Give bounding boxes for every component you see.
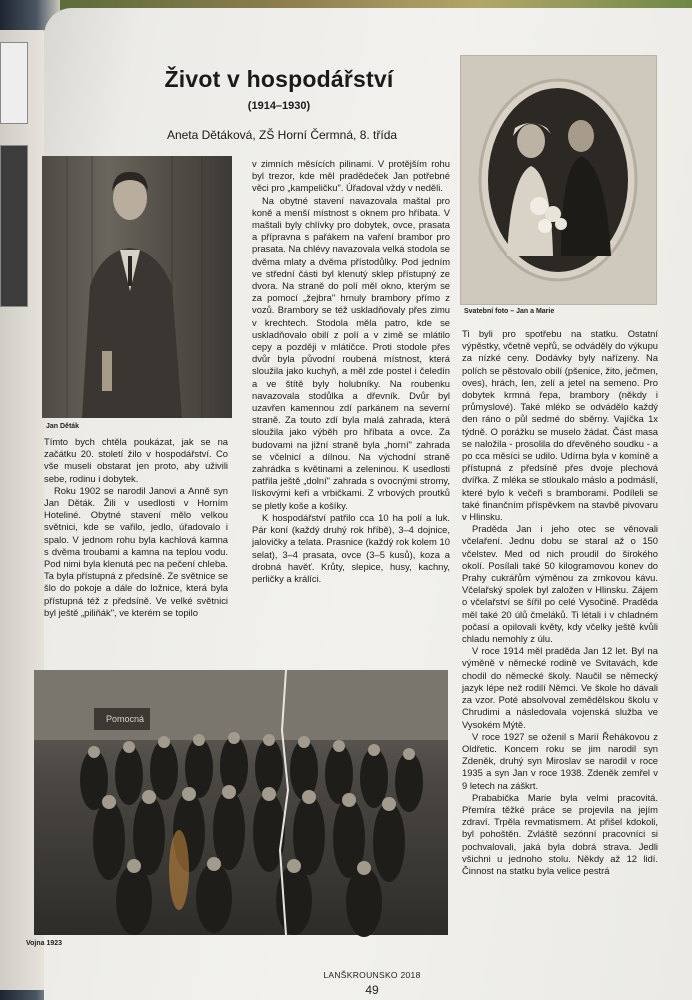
portrait-figure-graphic [42, 156, 232, 418]
page-number: 49 [365, 983, 379, 997]
left-page-image-1 [0, 42, 28, 124]
group-photo-sign: Pomocná [106, 714, 145, 724]
group-caption: Vojna 1923 [26, 940, 63, 947]
paragraph: Roku 1902 se narodil Janovi a Anně syn Jan Děták. Žili v usedlosti v Horním Hoteliné. Obytné stavení mělo velkou světnici, kde se vařilo, jedlo, úřadovalo i spalo. V jednom rohu byla kachlová kamna s dvěma troubami a kamna na teplou vodu. Pod nimi byla klenutá pec na pečení chleba. Ta byla přístupná z předsíně. Ze světnice se šlo do pokoje a dále do ložnice, která byla přístupná též z předsíně. Ve velké světnici byl ještě „piliňák", ve kterém se topilo [44, 484, 228, 618]
wedding-photo [460, 55, 657, 305]
group-photo [34, 670, 448, 935]
paragraph: V roce 1927 se oženil s Marií Řehákovou z Oldřetic. Koncem roku se jim narodil syn Zdeněk, druhý syn Miroslav se narodil v roce 1935 a syn Jan v roce 1938. Zdeněk zemřel v 9 letech na záškrt. [462, 730, 658, 791]
paragraph: V roce 1914 měl praděda Jan 12 let. Byl na výměně v německé rodině ve Svitavách, kde chodil do německé školy. Naučil se německý jazyk lépe než rodilí Němci. Ve škole ho dávali za vzor. Poté absolvoval zemědělskou školu v Chrudimi a následovala vojenská služba ve Vysokém Mýtě. [462, 645, 658, 730]
article-title: Život v hospodářství [164, 66, 394, 92]
paragraph: Na obytné stavení navazovala maštal pro koně a menší místnost s oknem pro hříbata. V maštali byly chlívky pro dobytek, ovce, prasata a přípravna s pařákem na vaření brambor pro prasata. Na chlévy navazovala velká stodola se dvěma mlaty a dvěma přístodůlky. Pod jedním ve střední části byl klenutý sklep přístupný ze dvora. Na straně do polí měl okno, kterým se za pomocí „žejbra" hrnuly brambory přímo z vozů. Brambory se též uskladňovaly přes zimu v krechtech. Stodola měla patro, kde se uskladňovalo obilí z polí a v zimě se mlátilo cepy a později v mlátičce. Proti stodole přes dvůr byla původní roubená místnost, která sloužila jako kuchyň, a měl zde postel i čeledín a ve štítě byly holubníky. Na roubenku navazovala stodůlka a dřevník. Dvůr byl uzavřen kamennou zdí parkánem na severní straně. Za touto zdí byla malá zahrada, která sloužila jako výběh pro hříbata a ovce. Za budovami na jižní straně byla „horní" zahrada se včelnicí a dílnou. Na východní straně zahrádka s květinami a zeleninou. K usedlosti patřila ještě „dolní" zahrada s ovocnými stromy, lískovými keři a vrbičkami. Z vrbových proutků se pletly koše a košíky. [252, 194, 450, 511]
paragraph: K hospodářství patřilo cca 10 ha polí a luk. Pár koní (každý druhý rok hříbě), 3–4 dojnice, jalovičky a telata. Prasnice (každý rok kolem 10 selat), 3–4 prasata, ovce (3–5 kusů), koza a drobná havěť. Krůty, slepice, husy, kachny, perličky a králíci. [252, 511, 450, 584]
left-page-image-2 [0, 145, 28, 307]
portrait-photo [42, 156, 232, 418]
paragraph: Ti byli pro spotřebu na statku. Ostatní výpěstky, včetně vepřů, se odváděly do výkupu za nízké ceny. Dodávky byly nařízeny. Na polích se pěstovalo obilí (pšenice, žito, ječmen, oves), hrách, len, zelí a jetel na semeno. Pro dobytek krmná řepa, brambory (někdy i průmyslové). Také mléko se odvádělo každý den ráno o půl sedmé do sběrny. Vajíčka 1x týdně. O porážku se muselo žádat. Část masa se naložila - prosolila do dřevěného soudku - a po cca měsíci se udilo. Udírna byla v komíně a přístupná z předsíně přes dvoje plechová dvířka. Z mléka se stloukalo máslo a podmáslí, které bylo k večeři s bramborami. Podíleli se také finančním příspěvkem na stavbě pivovaru v Hlinsku. [462, 328, 658, 523]
wedding-oval-graphic [461, 56, 656, 304]
wedding-caption: Svatební foto – Jan a Marie [464, 308, 555, 315]
paragraph: Prababička Marie byla velmi pracovitá. Přemíra těžké práce se projevila na jejím zdraví. Trpěla revmatismem. At přišel kdokoli, byl pohoštěn. Zvláště sezónní pracovníci si pochvalovali, jaká byla dobrá strava. Jedli všichni u jednoho stolu. Někdy až 12 lidí. Činnost na statku byla velice pestrá [462, 791, 658, 876]
article-years: (1914–1930) [247, 100, 311, 112]
publication-name: LANŠKROUNSKO 2018 [323, 970, 421, 980]
paragraph: Praděda Jan i jeho otec se věnovali včelaření. Jednu dobu se staral až o 150 včelstev. Med od nich proudil do širokého okolí. Posílali také 50 kilogramovou konev do Prahy cukrářům výměnou za zrnkovou kávu. Včelařský spolek byl založen v Hlinsku. Zájem o včelařství se šířil po celé Vysočině. Praděda měl také 20 úlů čmeláků. Ti létali i v chladném počasí a opilovali květy, kdy včelky ještě kvůli chladu nemohly z úlu. [462, 523, 658, 645]
text-column-2 [252, 158, 450, 585]
group-soldiers-graphic [34, 670, 448, 935]
magazine-page [26, 8, 692, 1000]
portrait-caption: Jan Děták [46, 423, 80, 430]
paragraph: Tímto bych chtěla poukázat, jak se na začátku 20. století žilo v hospodářství. Co vše museli obstarat jen proto, aby uživili sebe, rodinu i dobytek. [44, 436, 228, 484]
paragraph: v zimních měsících pilinami. V protějším rohu byl trezor, kde měl pradědeček Jan potřebné věci pro „kampeličku". Úřadoval vždy v neděli. [252, 158, 450, 194]
article-author: Aneta Dětáková, ZŠ Horní Čermná, 8. třída [166, 128, 398, 142]
text-column-1 [44, 436, 228, 619]
text-column-3 [462, 328, 658, 877]
